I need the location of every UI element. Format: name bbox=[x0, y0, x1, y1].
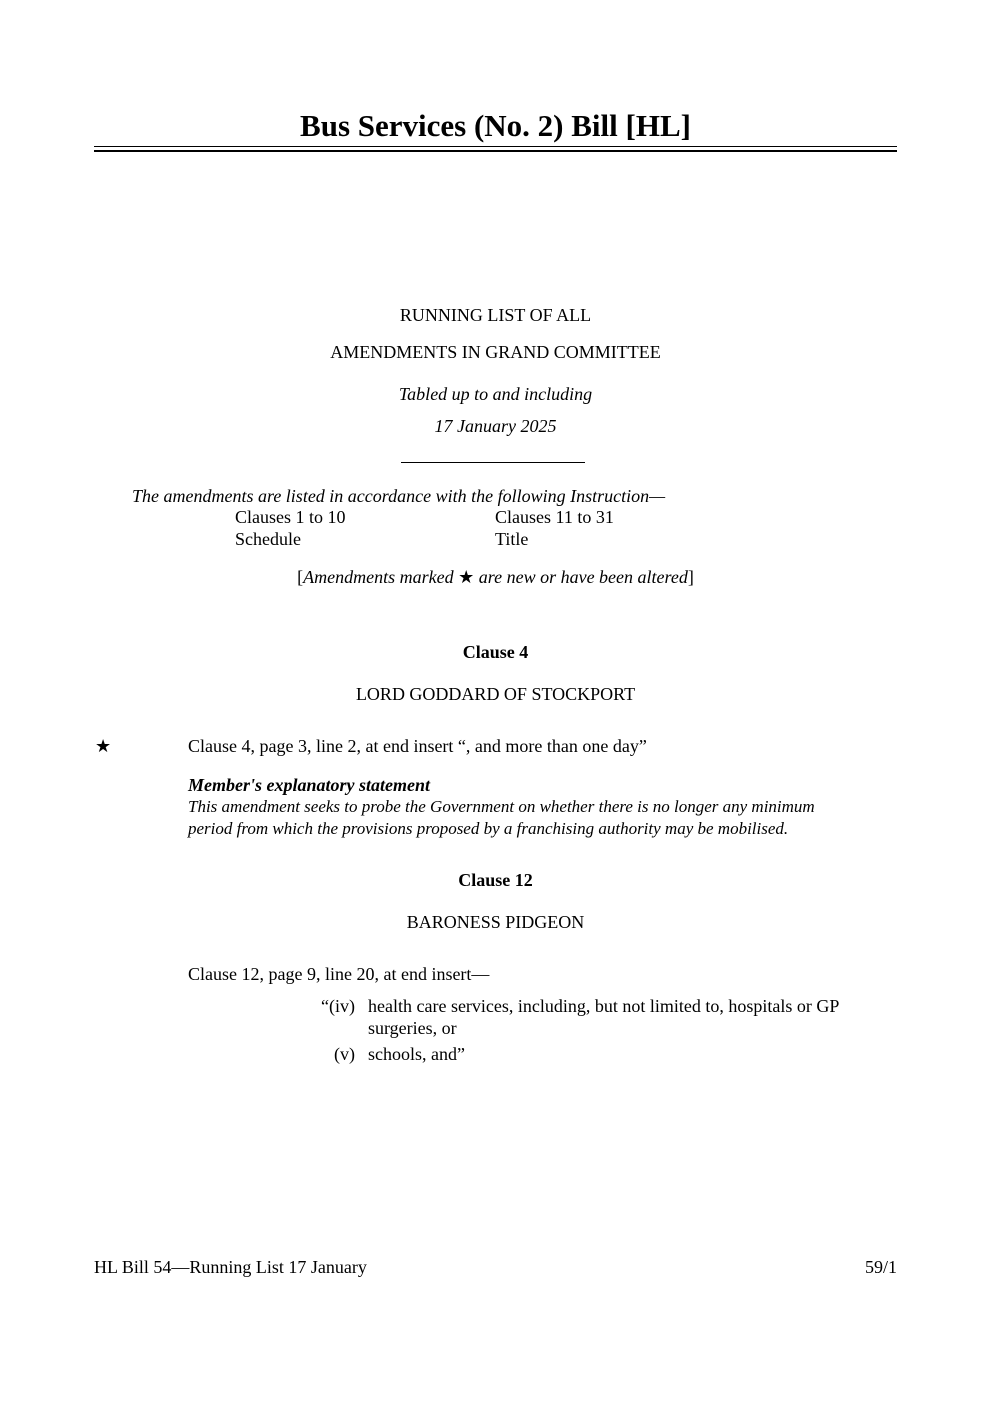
order-item: Clauses 1 to 10 bbox=[235, 507, 346, 527]
amendment-text: Clause 4, page 3, line 2, at end insert “, and more than one day” bbox=[188, 736, 647, 756]
star-icon: ★ bbox=[95, 736, 112, 756]
item-text: health care services, including, but not limited to, hospitals or GP bbox=[368, 996, 840, 1016]
note-text: are new or have been altered bbox=[474, 567, 688, 587]
amendment-text: Clause 12, page 9, line 20, at end insert— bbox=[188, 964, 490, 984]
statement-text: period from which the provisions proposed by a franchising authority may be mobilised. bbox=[188, 819, 789, 838]
divider bbox=[401, 462, 585, 463]
statement-text: This amendment seeks to probe the Government on whether there is no longer any minimum bbox=[188, 797, 815, 816]
title-rule-bottom bbox=[94, 150, 897, 152]
star-note bbox=[0, 567, 991, 588]
item-text: schools, and” bbox=[368, 1044, 465, 1064]
member-name: LORD GODDARD OF STOCKPORT bbox=[355, 684, 636, 704]
bracket: [ bbox=[297, 567, 304, 587]
member-name: BARONESS PIDGEON bbox=[406, 912, 585, 932]
bill-title: Bus Services (No. 2) Bill [HL] bbox=[300, 108, 691, 143]
item-number: (v) bbox=[334, 1044, 355, 1064]
bracket: ] bbox=[687, 567, 694, 587]
note-text: Amendments marked bbox=[303, 567, 459, 587]
section-heading: Clause 4 bbox=[462, 642, 529, 662]
list-heading-line2: AMENDMENTS IN GRAND COMMITTEE bbox=[330, 342, 661, 362]
statement-title: Member's explanatory statement bbox=[188, 775, 430, 795]
item-number: “(iv) bbox=[321, 996, 355, 1016]
title-rule-top bbox=[94, 146, 897, 147]
order-item: Title bbox=[495, 529, 529, 549]
item-text: surgeries, or bbox=[368, 1018, 457, 1038]
tabled-date: 17 January 2025 bbox=[434, 416, 557, 436]
section-heading: Clause 12 bbox=[458, 870, 533, 890]
tabled-line1: Tabled up to and including bbox=[398, 384, 593, 404]
list-heading-line1: RUNNING LIST OF ALL bbox=[399, 305, 592, 325]
star-icon: ★ bbox=[458, 567, 475, 587]
order-item: Schedule bbox=[235, 529, 301, 549]
order-item: Clauses 11 to 31 bbox=[495, 507, 614, 527]
instruction-text: The amendments are listed in accordance with the following Instruction— bbox=[132, 486, 666, 506]
footer-page-number: 59/1 bbox=[864, 1257, 897, 1277]
footer-bill-ref: HL Bill 54—Running List 17 January bbox=[94, 1257, 367, 1277]
